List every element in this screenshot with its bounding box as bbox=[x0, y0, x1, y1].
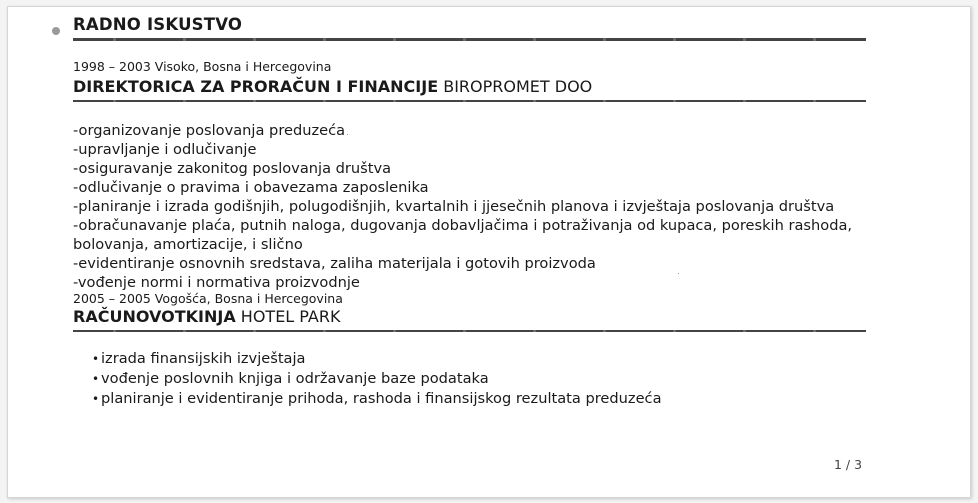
list-item: • izrada finansijskih izvještaja bbox=[92, 349, 662, 369]
duty-item: -organizovanje poslovanja preduzeća bbox=[73, 122, 346, 139]
duty-item: -planiranje i izrada godišnjih, polugodišnjih, kvartalnih i jjesečnih planova i izvještaja poslovanja društva bbox=[73, 198, 835, 215]
duty-item: -osiguravanje zakonitog poslovanja društva bbox=[73, 160, 392, 177]
list-item: • vođenje poslovnih knjiga i održavanje baze podataka bbox=[92, 369, 662, 389]
section-divider bbox=[73, 38, 866, 41]
page-indicator: 1 / 3 bbox=[834, 457, 863, 472]
job-period-location: 1998 – 2003 Visoko, Bosna i Hercegovina bbox=[73, 59, 332, 74]
job-role: RAČUNOVOTKINJA bbox=[73, 307, 236, 326]
job-title bbox=[73, 307, 340, 326]
job-divider bbox=[73, 100, 866, 102]
job-company: HOTEL PARK bbox=[240, 307, 341, 326]
section-bullet-icon bbox=[52, 27, 60, 35]
list-item: • planiranje i evidentiranje prihoda, rashoda i finansijskog rezultata preduzeća bbox=[92, 389, 662, 409]
job-duties-list bbox=[92, 349, 662, 409]
job-period-location: 2005 – 2005 Vogošća, Bosna i Hercegovina bbox=[73, 291, 343, 306]
document-page bbox=[7, 6, 971, 498]
job-company: BIROPROMET DOO bbox=[443, 77, 593, 96]
duty-item: -obračunavanje plaća, putnih naloga, dugovanja dobavljačima i potraživanja od kupaca, poreskih rashoda, bolovanja, amortizacije, i slično bbox=[73, 217, 853, 253]
job-duties bbox=[73, 121, 863, 292]
job-title bbox=[73, 77, 592, 96]
scan-speck bbox=[347, 134, 348, 135]
duty-item: -odlučivanje o pravima i obavezama zaposlenika bbox=[73, 179, 429, 196]
section-title: RADNO ISKUSTVO bbox=[73, 15, 243, 34]
job-role: DIREKTORICA ZA PRORAČUN I FINANCIJE bbox=[73, 77, 439, 96]
duty-item: -upravljanje i odlučivanje bbox=[73, 141, 257, 158]
duty-item: -evidentiranje osnovnih sredstava, zaliha materijala i gotovih proizvoda bbox=[73, 255, 596, 272]
job-divider bbox=[73, 330, 866, 332]
scan-speck bbox=[678, 273, 679, 274]
duty-item: -vođenje normi i normativa proizvodnje bbox=[73, 274, 360, 291]
